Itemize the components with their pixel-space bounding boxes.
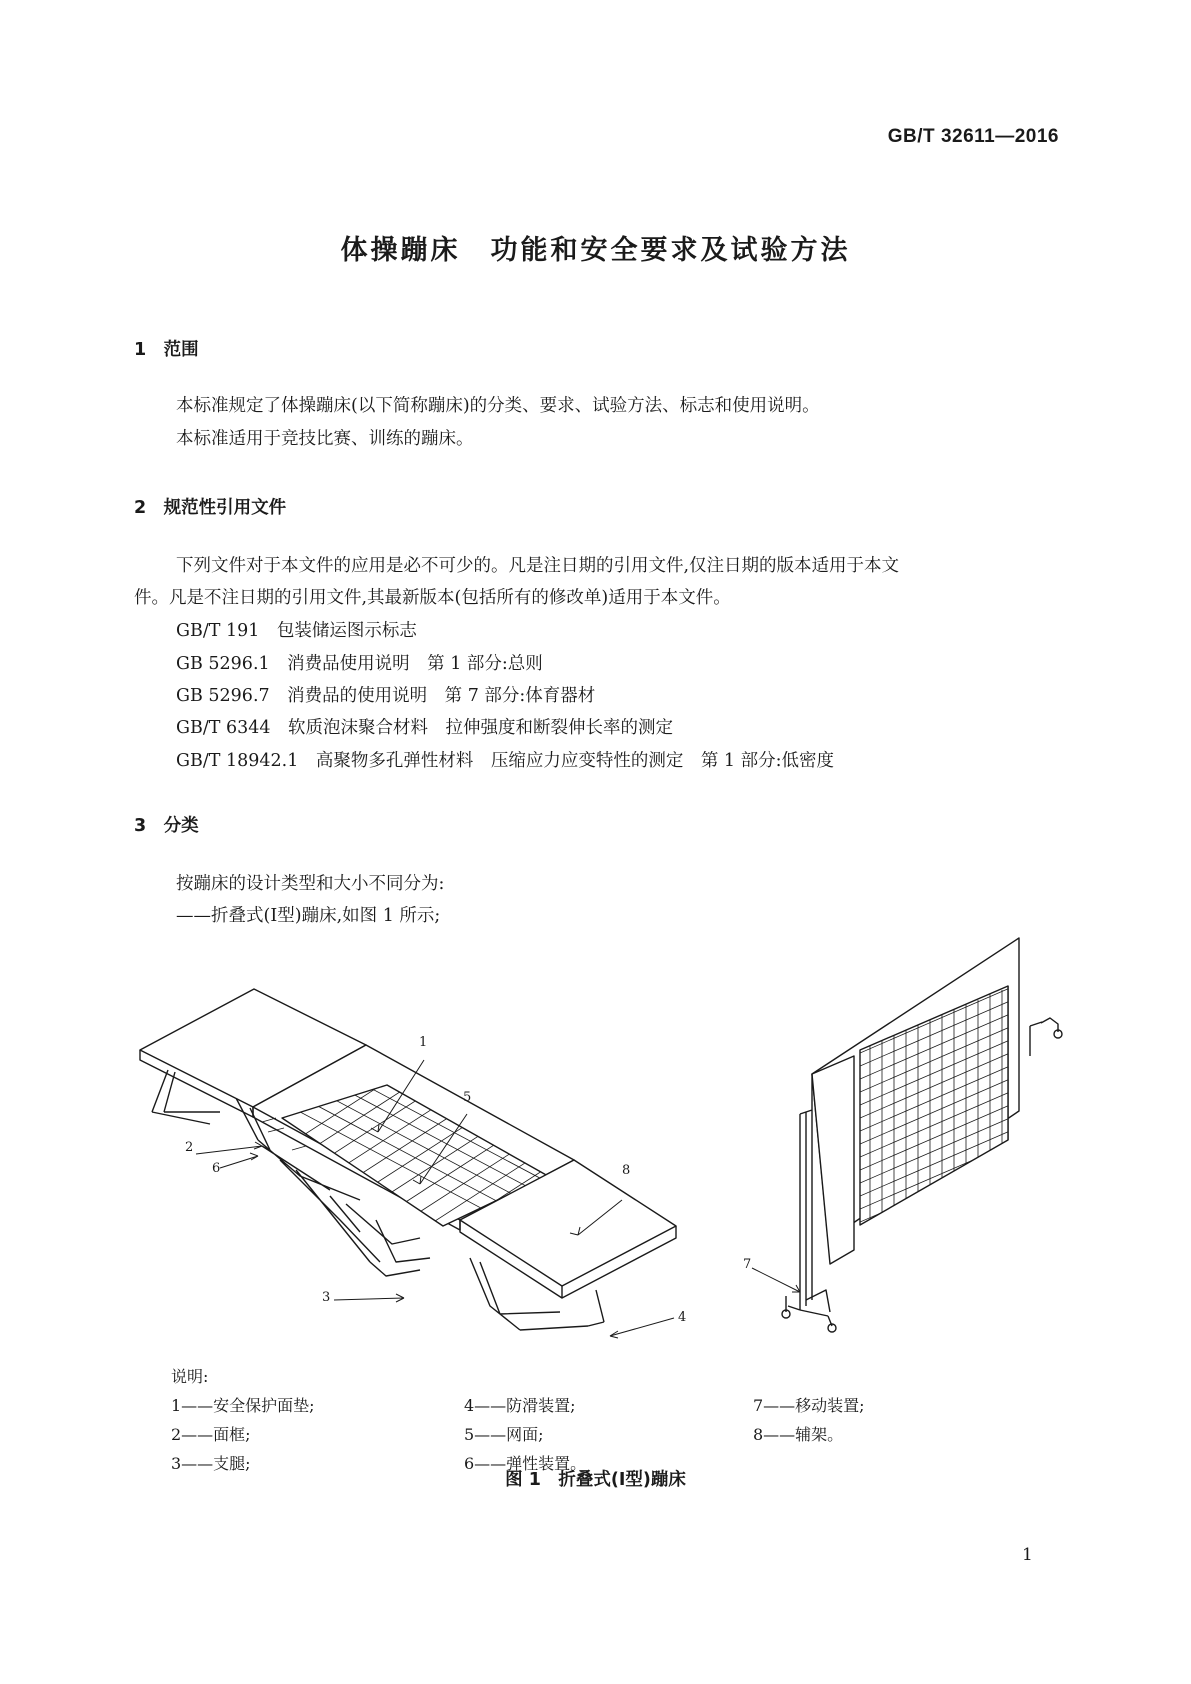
- callout-number: 5: [463, 1090, 472, 1105]
- legend-item: 1——安全保护面垫;: [171, 1396, 315, 1415]
- callout-number: 3: [322, 1290, 331, 1305]
- standard-code: GB/T 32611—2016: [887, 126, 1059, 147]
- unfolded-trampoline-drawing: [140, 989, 676, 1338]
- legend-item: 7——移动装置;: [753, 1396, 865, 1415]
- callout-number: 4: [678, 1310, 687, 1325]
- callout-number: 2: [185, 1140, 194, 1155]
- callout-number: 8: [622, 1163, 631, 1178]
- legend-item: 4——防滑装置;: [464, 1396, 576, 1415]
- section-heading-classification: 3 分类: [134, 816, 199, 836]
- scope-paragraph-1: 本标准规定了体操蹦床(以下简称蹦床)的分类、要求、试验方法、标志和使用说明。: [176, 396, 820, 416]
- reference-item: GB 5296.7 消费品的使用说明 第 7 部分:体育器材: [176, 686, 596, 706]
- references-intro-line-1: 下列文件对于本文件的应用是必不可少的。凡是注日期的引用文件,仅注日期的版本适用于本文: [176, 556, 900, 576]
- callout-number: 1: [419, 1035, 428, 1050]
- reference-item: GB/T 6344 软质泡沫聚合材料 拉伸强度和断裂伸长率的测定: [176, 718, 674, 738]
- legend-title: 说明:: [171, 1367, 209, 1386]
- legend-item: 8——辅架。: [753, 1425, 844, 1444]
- legend-item: 3——支腿;: [171, 1454, 251, 1473]
- page-number: 1: [1022, 1545, 1033, 1565]
- reference-item: GB/T 18942.1 高聚物多孔弹性材料 压缩应力应变特性的测定 第 1 部分:低密度: [176, 751, 834, 771]
- legend-item: 2——面框;: [171, 1425, 251, 1444]
- reference-item: GB/T 191 包装储运图示标志: [176, 621, 417, 641]
- legend-item: 6——弹性装置。: [464, 1454, 587, 1473]
- classification-paragraph: 按蹦床的设计类型和大小不同分为:: [176, 874, 445, 894]
- document-title: 体操蹦床 功能和安全要求及试验方法: [340, 235, 851, 266]
- reference-item: GB 5296.1 消费品使用说明 第 1 部分:总则: [176, 654, 543, 674]
- scope-paragraph-2: 本标准适用于竞技比赛、训练的蹦床。: [176, 429, 474, 449]
- legend-item: 5——网面;: [464, 1425, 544, 1444]
- section-heading-normative-references: 2 规范性引用文件: [134, 498, 287, 518]
- classification-item-type-1: ——折叠式(Ⅰ型)蹦床,如图 1 所示;: [176, 906, 441, 926]
- figure-caption: 图 1 折叠式(Ⅰ型)蹦床: [505, 1470, 686, 1490]
- trampoline-figure: [0, 930, 1191, 1360]
- references-intro-line-2: 件。凡是不注日期的引用文件,其最新版本(包括所有的修改单)适用于本文件。: [134, 588, 731, 608]
- callout-number: 7: [743, 1257, 752, 1272]
- callout-number: 6: [212, 1161, 221, 1176]
- folded-trampoline-drawing: [752, 938, 1062, 1332]
- section-heading-scope: 1 范围: [134, 340, 199, 360]
